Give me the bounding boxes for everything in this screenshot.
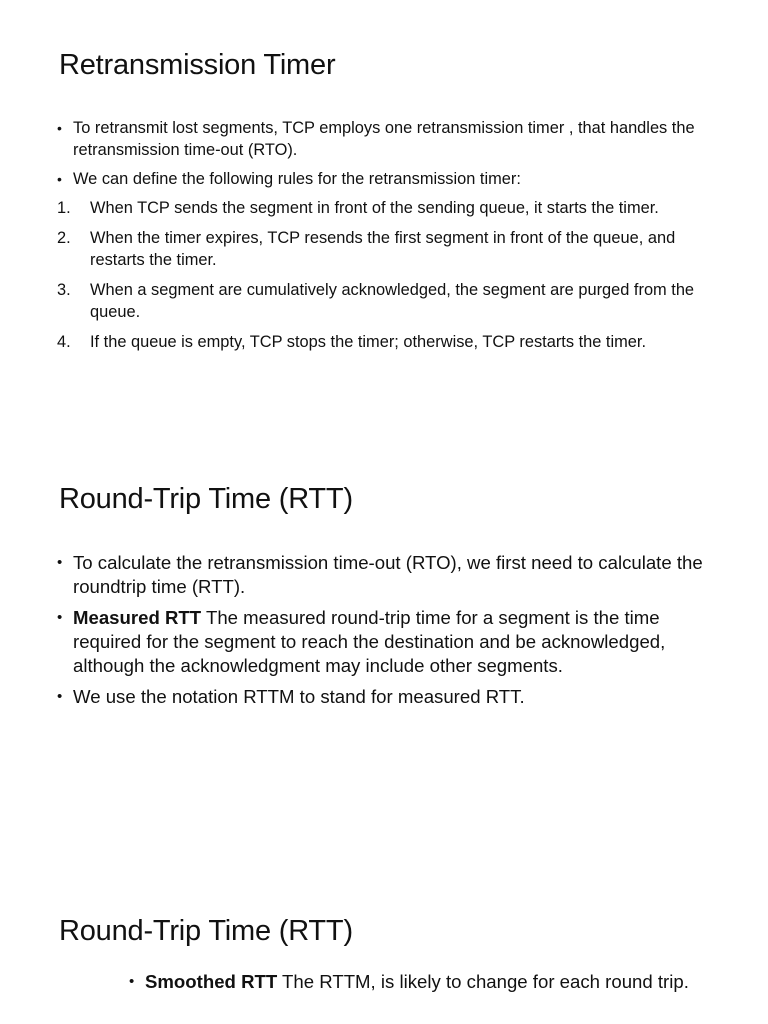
list-item [57,168,717,190]
bullet-text: The RTTM, is likely to change for each round trip. [277,971,689,992]
slide-title: Retransmission Timer [59,49,336,81]
bullet-icon: • [57,554,63,571]
bullet-text: We use the notation RTTM to stand for measured RTT. [73,686,525,707]
rule-text: When TCP sends the segment in front of the sending queue, it starts the timer. [90,199,659,217]
term-label: Smoothed RTT [145,971,278,992]
bullet-list [57,117,717,361]
list-item [129,970,689,994]
bullet-text: To retransmit lost segments, TCP employs one retransmission timer , that handles the retransmission time-out (RTO). [73,119,695,159]
slide-title: Round-Trip Time (RTT) [59,483,353,515]
list-item [57,606,717,678]
bullet-icon: • [57,609,63,626]
rule-text: If the queue is empty, TCP stops the timer; otherwise, TCP restarts the timer. [90,333,646,351]
bullet-text: To calculate the retransmission time-out (RTO), we first need to calculate the roundtrip time (RTT). [73,552,703,597]
bullet-list [57,551,717,716]
slide-title: Round-Trip Time (RTT) [59,915,353,947]
bullet-icon: • [57,171,62,187]
list-item [57,279,717,323]
list-item [57,197,717,219]
list-item [57,331,717,353]
list-item [57,685,717,709]
bullet-text: We can define the following rules for the retransmission timer: [73,170,521,188]
rule-number: 1. [57,199,71,217]
list-item [57,227,717,271]
rule-text: When the timer expires, TCP resends the first segment in front of the queue, and restarts the timer. [90,229,676,269]
rule-number: 4. [57,333,71,351]
bullet-icon: • [57,120,62,136]
bullet-icon: • [129,973,135,990]
list-item [57,551,717,599]
rule-number: 3. [57,281,71,299]
bullet-text: The measured round-trip time for a segment is the time required for the segment to reach the destination and be acknowledged, although the acknowledgment may include other segments. [73,607,666,676]
bullet-list [129,970,689,994]
list-item [57,117,717,161]
rule-number: 2. [57,229,71,247]
term-label: Measured RTT [73,607,202,628]
rule-text: When a segment are cumulatively acknowledged, the segment are purged from the queue. [90,281,695,321]
bullet-icon: • [57,688,63,705]
